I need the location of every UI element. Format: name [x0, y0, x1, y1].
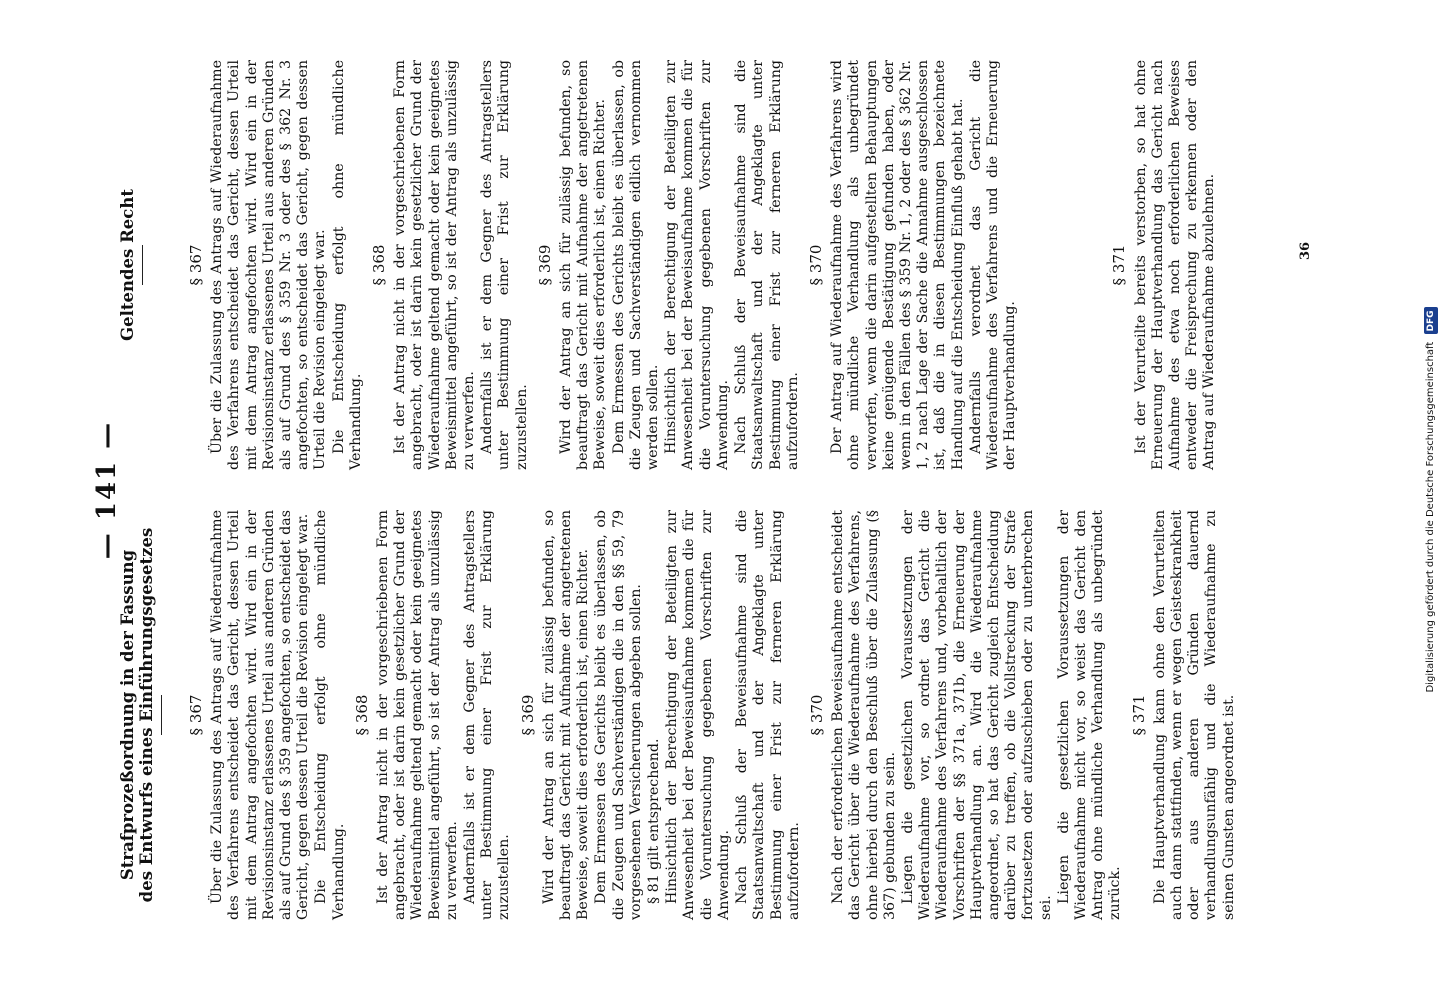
left-column-title: [118, 510, 162, 920]
paragraph: Hinsichtlich der Berechtigung der Beteiligten zur Anwesenheit bei der Beweisaufnahme kommen die für die Voruntersuchung gegebenen Vorschriften zur Anwendung.: [664, 510, 732, 920]
section-number: § 370: [807, 694, 826, 736]
section-number: § 368: [352, 694, 371, 736]
section-370-left: [809, 510, 1125, 920]
paragraph: Andernfalls ist er dem Gegner des Antragstellers unter Bestimmung einer Frist zur Erklärung zuzustellen.: [479, 60, 530, 470]
right-column: [182, 60, 1219, 470]
section-367-right: [188, 60, 365, 470]
right-column-title: [118, 60, 143, 470]
footer-page-number: 36: [1298, 241, 1313, 260]
paragraph: Dem Ermessen des Gerichts bleibt es überlassen, ob die Zeugen und Sachverständigen die in den §§ 59, 79 vorgesehenen Versicherungen abgeben sollen.: [593, 510, 644, 920]
section-number: § 371: [1110, 244, 1129, 286]
section-number: § 367: [187, 694, 205, 736]
title-rule: [142, 245, 143, 285]
paragraph: Die Entscheidung erfolgt ohne mündliche Verhandlung.: [313, 510, 347, 920]
section-number: § 370: [806, 244, 825, 286]
section-369-right: [537, 60, 802, 470]
paragraph: Nach Schluß der Beweisaufnahme sind die Staatsanwaltschaft und der Angeklagte unter Bestimmung einer Frist zur ferneren Erklärung aufzufordern.: [734, 510, 802, 920]
section-371-right: [1111, 60, 1218, 470]
paragraph: Die Entscheidung erfolgt ohne mündliche Verhandlung.: [330, 60, 364, 470]
paragraph: Der Antrag auf Wiederaufnahme des Verfahrens wird ohne mündliche Verhandlung als unbegründet verworfen, wenn die darin aufgestellten Behauptungen keine genügende Bestätigung gefunden haben, oder wenn in den Fällen des § 359 Nr. 1, 2 oder des § 362 Nr. 1, 2 nach Lage der Sache die Annahme ausgeschlossen ist, daß die in diesen Bestimmungen bezeichnete Handlung auf die Entscheidung Einfluß gehabt hat.: [829, 60, 966, 470]
section-spacer: [1019, 60, 1105, 470]
section-370-right: [808, 60, 1019, 470]
right-title-text: Geltendes Recht: [118, 189, 137, 341]
paragraph: Nach Schluß der Beweisaufnahme sind die Staatsanwaltschaft und der Angeklagte unter Bestimmung einer Frist zur ferneren Erklärung aufzufordern.: [733, 60, 801, 470]
left-title-line-1: Strafprozeßordnung in der Fassung: [118, 549, 137, 881]
paragraph: Ist der Antrag nicht in der vorgeschriebenen Form angebracht, oder ist darin kein gesetzlicher Grund der Wiederaufnahme geltend gemacht oder kein geeignetes Beweismittel angeführt, so ist der Antrag als unzulässig zu verwerfen.: [375, 510, 460, 920]
section-number: § 367: [187, 244, 205, 286]
paragraph: § 81 gilt entsprechend.: [646, 738, 663, 904]
page-header: [90, 60, 170, 920]
left-title-line-2: des Entwurfs eines Einführungsgesetzes: [137, 527, 156, 903]
section-368-left: [354, 510, 514, 920]
paragraph: Wird der Antrag an sich für zulässig befunden, so beauftragt das Gericht mit Aufnahme der angetretenen Beweise, soweit dies erforderlich ist, einen Richter.: [558, 60, 609, 470]
paragraph: Nach der erforderlichen Beweisaufnahme entscheidet das Gericht über die Wiederaufnahme des Verfahrens, ohne hierbei durch den Beschluß über die Zulassung (§ 367) gebunden zu sein.: [830, 510, 898, 920]
section-371-left: [1131, 510, 1238, 920]
section-368-right: [371, 60, 531, 470]
paragraph: Die Hauptverhandlung kann ohne den Verurteilten auch dann stattfinden, wenn er wegen Geisteskrankheit oder aus anderen Gründen dauernd verhandlungsunfähig und die Wiederaufnahme zu seinen Gunsten angeordnet ist.: [1151, 510, 1237, 920]
section-369-left: [520, 510, 803, 920]
dfg-logo-icon: DFG: [1424, 307, 1438, 334]
paragraph: Andernfalls verordnet das Gericht die Wiederaufnahme des Verfahrens und die Erneuerung der Hauptverhandlung.: [967, 60, 1019, 470]
paragraph: Ist der Antrag nicht in der vorgeschriebenen Form angebracht, oder ist darin kein gesetzlicher Grund der Wiederaufnahme geltend gemacht oder kein geeignetes Beweismittel angeführt, so ist der Antrag als unzulässig zu verwerfen.: [392, 60, 478, 470]
section-number: § 369: [518, 694, 537, 736]
page-content: [90, 60, 1320, 920]
paragraph: Andernfalls ist er dem Gegner des Antragstellers unter Bestimmung einer Frist zur Erklärung zuzustellen.: [462, 510, 513, 920]
paragraph: Wird der Antrag an sich für zulässig befunden, so beauftragt das Gericht mit Aufnahme der angetretenen Beweise, soweit dies erforderlich ist, einen Richter.: [540, 510, 592, 920]
section-number: § 371: [1129, 694, 1148, 736]
digitization-credit: [1424, 0, 1438, 1000]
page-number: — 141 —: [92, 420, 122, 560]
left-column: [182, 510, 1238, 920]
paragraph: Über die Zulassung des Antrags auf Wiederaufnahme des Verfahrens entscheidet das Gericht, dessen Urteil mit dem Antrag angefochten wird. Wird ein in der Revisionsinstanz erlassenes Urteil aus anderen Gründen als auf Grund des § 359 angefochten, so entscheidet das Gericht, gegen dessen Urteil die Revision eingelegt war.: [209, 510, 312, 920]
section-367-left: [188, 510, 348, 920]
section-number: § 368: [370, 244, 389, 286]
title-rule: [161, 695, 162, 735]
paragraph: Dem Ermessen des Gerichts bleibt es überlassen, ob die Zeugen und Sachverständigen eidlich vernommen werden sollen.: [610, 60, 662, 470]
section-number: § 369: [535, 244, 554, 286]
paragraph: Ist der Verurteilte bereits verstorben, so hat ohne Erneuerung der Hauptverhandlung das Gericht nach Aufnahme des etwa noch erforderlichen Beweises entweder die Freisprechung zu erkennen oder den Antrag auf Wiederaufnahme abzulehnen.: [1132, 60, 1218, 470]
paragraph: Hinsichtlich der Berechtigung der Beteiligten zur Anwesenheit bei der Beweisaufnahme kommen die für die Voruntersuchung gegebenen Vorschriften zur Anwendung.: [663, 60, 731, 470]
paragraph: Über die Zulassung des Antrags auf Wiederaufnahme des Verfahrens entscheidet das Gericht, dessen Urteil mit dem Antrag angefochten wird. Wird ein in der Revisionsinstanz erlassenes Urteil aus anderen Gründen als auf Grund des § 359 Nr. 3 oder des § 362 Nr. 3 angefochten, so entscheidet das Gericht, gegen dessen Urteil die Revision eingelegt war.: [209, 60, 329, 470]
paragraph: Liegen die gesetzlichen Voraussetzungen der Wiederaufnahme vor, so ordnet das Gericht die Wiederaufnahme des Verfahrens und, vorbehaltlich der Vorschriften der §§ 371a, 371b, die Erneuerung der Hauptverhandlung an. Wird die Wiederaufnahme angeordnet, so hat das Gericht zugleich Entscheidung darüber zu treffen, ob die Vollstreckung der Strafe fortzusetzen oder aufzuschieben oder zu unterbrechen sei.: [899, 510, 1054, 920]
credit-text: Digitalisierung gefördert durch die Deutsche Forschungsgemeinschaft: [1425, 341, 1436, 693]
paragraph: Liegen die gesetzlichen Voraussetzungen der Wiederaufnahme nicht vor, so weist das Gericht den Antrag ohne mündliche Verhandlung als unbegründet zurück.: [1055, 510, 1124, 920]
